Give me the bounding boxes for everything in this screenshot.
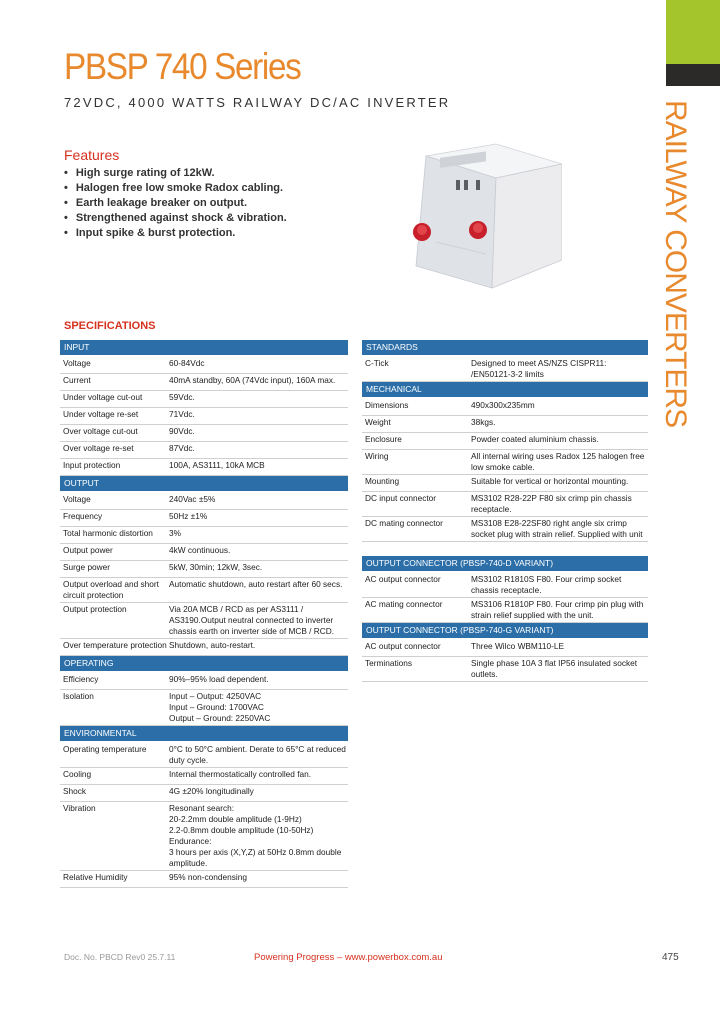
spec-value: 71Vdc. <box>169 409 195 419</box>
spec-label: Under voltage re-set <box>63 409 139 419</box>
spec-value: Single phase 10A 3 flat IP56 insulated socket outlets. <box>471 658 638 679</box>
spec-label: Efficiency <box>63 674 99 684</box>
spec-label: Shock <box>63 786 87 796</box>
spec-value: 90%–95% load dependent. <box>169 674 269 684</box>
spec-row <box>362 492 648 517</box>
spec-row <box>60 673 348 690</box>
spec-label: DC mating connector <box>365 518 443 528</box>
spec-label: Weight <box>365 417 391 427</box>
spec-row <box>60 561 348 578</box>
spec-row <box>362 357 648 382</box>
spec-value: Three Wilco WBM110-LE <box>471 641 564 651</box>
spec-value: Automatic shutdown, auto restart after 60 secs. <box>169 579 343 589</box>
spec-row <box>362 450 648 475</box>
spec-row <box>60 544 348 561</box>
spec-row <box>60 442 348 459</box>
feature-item: • Earth leakage breaker on output. <box>64 196 287 211</box>
spec-label: Current <box>63 375 91 385</box>
spec-row <box>60 425 348 442</box>
spec-label: Cooling <box>63 769 92 779</box>
spec-value: 90Vdc. <box>169 426 195 436</box>
section-standards-header: STANDARDS <box>362 340 648 355</box>
spec-label: Wiring <box>365 451 389 461</box>
section-output-g-header: OUTPUT CONNECTOR (PBSP-740-G VARIANT) <box>362 623 648 638</box>
spec-row <box>60 871 348 888</box>
spec-value: MS3102 R1810S F80. Four crimp socket chassis receptacle. <box>471 574 622 595</box>
spec-label: Output protection <box>63 604 127 614</box>
spec-label: Vibration <box>63 803 96 813</box>
spec-label: Voltage <box>63 358 91 368</box>
feature-item: • Halogen free low smoke Radox cabling. <box>64 181 287 196</box>
spec-row <box>60 802 348 871</box>
spec-label: AC mating connector <box>365 599 443 609</box>
spec-value: Powder coated aluminium chassis. <box>471 434 599 444</box>
spec-row <box>362 640 648 657</box>
inverter-product-photo <box>396 142 562 290</box>
spec-value: 59Vdc. <box>169 392 195 402</box>
spec-value: 100A, AS3111, 10kA MCB <box>169 460 265 470</box>
section-output-d-rows <box>362 573 648 623</box>
spec-value: 40mA standby, 60A (74Vdc input), 160A max. <box>169 375 336 385</box>
features-list <box>64 166 287 241</box>
side-category-label: RAILWAY CONVERTERS <box>659 100 692 428</box>
section-operating-rows <box>60 673 348 726</box>
spec-row <box>60 690 348 726</box>
spec-value: Internal thermostatically controlled fan. <box>169 769 312 779</box>
spec-label: Terminations <box>365 658 413 668</box>
spec-label: Surge power <box>63 562 111 572</box>
footer-tagline: Powering Progress – www.powerbox.com.au <box>254 952 443 963</box>
spec-label: Output overload and short circuit protection <box>63 579 159 600</box>
feature-item: • Input spike & burst protection. <box>64 226 287 241</box>
section-input-rows <box>60 357 348 476</box>
spec-row <box>362 416 648 433</box>
spec-row <box>362 517 648 542</box>
spec-row <box>60 639 348 656</box>
spec-label: Isolation <box>63 691 94 701</box>
spec-label: Operating temperature <box>63 744 147 754</box>
spec-row <box>362 657 648 682</box>
spec-value: Input – Output: 4250VAC Input – Ground: 1700VAC Output – Ground: 2250VAC <box>169 691 271 723</box>
spec-label: Relative Humidity <box>63 872 128 882</box>
spec-label: AC output connector <box>365 641 441 651</box>
spec-label: Frequency <box>63 511 103 521</box>
spec-label: C-Tick <box>365 358 389 368</box>
spec-row <box>60 527 348 544</box>
spec-value: 38kgs. <box>471 417 496 427</box>
spec-value: All internal wiring uses Radox 125 halogen free low smoke cable. <box>471 451 645 472</box>
spec-label: AC output connector <box>365 574 441 584</box>
spec-row <box>60 785 348 802</box>
section-environmental-header: ENVIRONMENTAL <box>60 726 348 741</box>
section-output-d-header: OUTPUT CONNECTOR (PBSP-740-D VARIANT) <box>362 556 648 571</box>
spec-value: Via 20A MCB / RCD as per AS3111 / AS3190.Output neutral connected to inverter chassis earth on inverter side of MCB / RCD. <box>169 604 335 636</box>
spec-row <box>60 493 348 510</box>
spec-label: Mounting <box>365 476 400 486</box>
spec-row <box>60 391 348 408</box>
spec-row <box>362 399 648 416</box>
spec-row <box>60 578 348 603</box>
section-mechanical-header: MECHANICAL <box>362 382 648 397</box>
spec-value: 95% non-condensing <box>169 872 247 882</box>
section-output-rows <box>60 493 348 656</box>
feature-item: • Strengthened against shock & vibration. <box>64 211 287 226</box>
green-corner-tab <box>666 0 720 64</box>
spec-label: Dimensions <box>365 400 409 410</box>
section-operating-header: OPERATING <box>60 656 348 671</box>
spec-label: Over temperature protection <box>63 640 167 650</box>
footer-doc-number: Doc. No. PBCD Rev0 25.7.11 <box>64 952 176 962</box>
spec-value: MS3106 R1810P F80. Four crimp pin plug with strain relief supplied with the unit. <box>471 599 644 620</box>
spec-label: Output power <box>63 545 113 555</box>
spec-value: 87Vdc. <box>169 443 195 453</box>
spec-value: 5kW, 30min; 12kW, 3sec. <box>169 562 263 572</box>
spec-value: 240Vac ±5% <box>169 494 216 504</box>
spec-label: Voltage <box>63 494 91 504</box>
page-title: PBSP 740 Series <box>64 46 301 87</box>
section-output-g-rows <box>362 640 648 682</box>
section-environmental-rows <box>60 743 348 888</box>
spec-row <box>60 408 348 425</box>
specifications-heading: SPECIFICATIONS <box>64 320 156 332</box>
spec-value: 60-84Vdc <box>169 358 205 368</box>
spec-row <box>60 459 348 476</box>
spec-value: 3% <box>169 528 181 538</box>
specs-left-column <box>60 340 348 888</box>
spec-value: Resonant search: 20-2.2mm double amplitude (1-9Hz) 2.2-0.8mm double amplitude (10-50Hz) Endurance: 3 hours per axis (X,Y,Z) at 50Hz 0.8mm double amplitude. <box>169 803 342 868</box>
features-heading: Features <box>64 147 120 163</box>
spec-row <box>362 573 648 598</box>
spec-value: 490x300x235mm <box>471 400 535 410</box>
spec-row <box>60 374 348 391</box>
spec-label: Input protection <box>63 460 121 470</box>
spec-value: 4G ±20% longitudinally <box>169 786 254 796</box>
section-standards-rows <box>362 357 648 382</box>
spec-label: DC input connector <box>365 493 437 503</box>
spec-row <box>362 475 648 492</box>
feature-item: • High surge rating of 12kW. <box>64 166 287 181</box>
spec-row <box>60 357 348 374</box>
spec-row <box>60 510 348 527</box>
section-input-header: INPUT <box>60 340 348 355</box>
spec-row <box>60 743 348 768</box>
page-number: 475 <box>662 952 679 963</box>
spec-value: Designed to meet AS/NZS CISPR11: /EN50121-3-2 limits <box>471 358 607 379</box>
section-output-header: OUTPUT <box>60 476 348 491</box>
spec-row <box>60 603 348 639</box>
spec-value: Suitable for vertical or horizontal mounting. <box>471 476 629 486</box>
page-subtitle: 72VDC, 4000 WATTS RAILWAY DC/AC INVERTER <box>64 95 451 110</box>
spec-label: Total harmonic distortion <box>63 528 153 538</box>
dark-corner-tab <box>666 64 720 86</box>
specs-right-column <box>362 340 648 682</box>
spec-row <box>60 768 348 785</box>
spec-row <box>362 433 648 450</box>
spec-value: 0°C to 50°C ambient. Derate to 65°C at reduced duty cycle. <box>169 744 346 765</box>
spec-value: 50Hz ±1% <box>169 511 208 521</box>
spec-value: 4kW continuous. <box>169 545 231 555</box>
spec-label: Over voltage cut-out <box>63 426 138 436</box>
spec-label: Over voltage re-set <box>63 443 134 453</box>
spec-label: Under voltage cut-out <box>63 392 143 402</box>
spec-row <box>362 598 648 623</box>
spec-value: MS3102 R28-22P F80 six crimp pin chassis receptacle. <box>471 493 632 514</box>
spec-label: Enclosure <box>365 434 402 444</box>
section-mechanical-rows <box>362 399 648 542</box>
spec-value: MS3108 E28-22SF80 right angle six crimp socket plug with strain relief. Supplied with unit <box>471 518 643 539</box>
spec-value: Shutdown, auto-restart. <box>169 640 256 650</box>
